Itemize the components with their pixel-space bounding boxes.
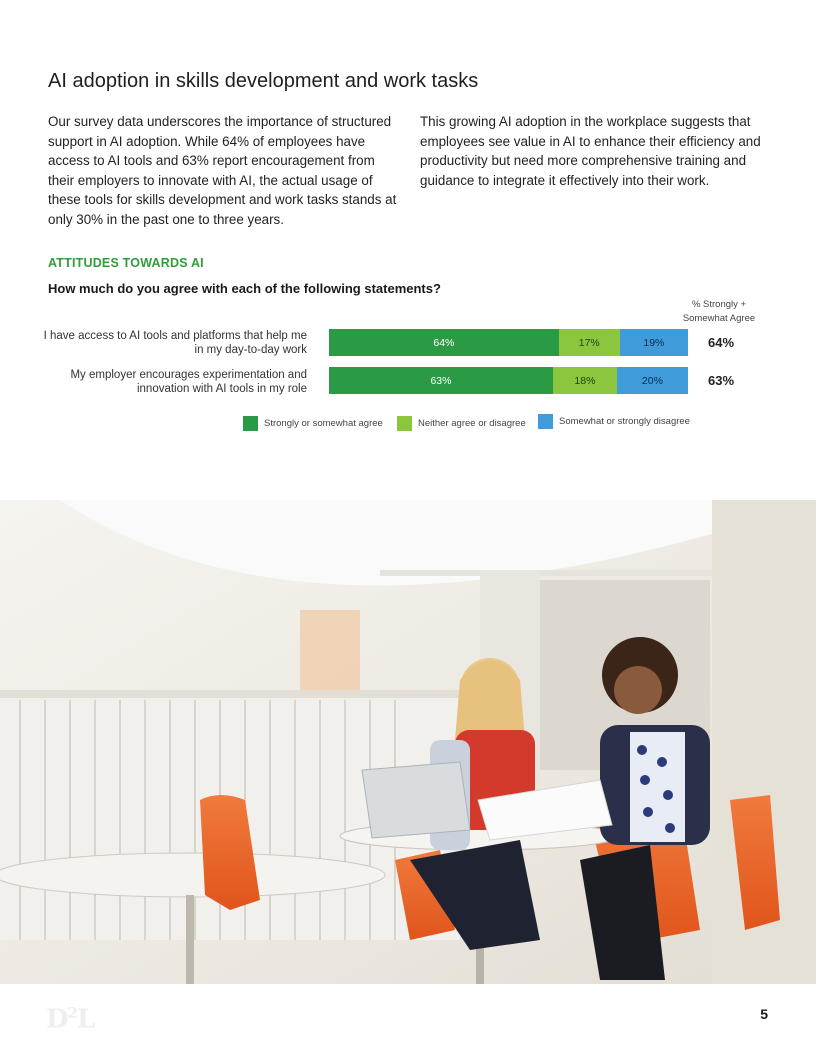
legend-item-neither [397,416,526,431]
category-label: My employer encourages experimentation and innovation with AI tools in my role [70,369,307,395]
office-photo [0,500,816,984]
total-column-header: % Strongly + Somewhat Agree [682,299,756,324]
intro-paragraph-left: Our survey data underscores the importance of structured support in AI adoption. While 64% of employees have access to AI tools and 63% report encouragement from their employers to innovate with AI, the actual usage of these tools for skills development and work tasks stands at only 30% in the past one to three years. [48,114,397,227]
chart-section-label: ATTITUDES TOWARDS AI [48,256,204,270]
category-label: I have access to AI tools and platforms that help me in my day-to-day work [43,330,307,356]
legend-label: Somewhat or strongly disagree [559,416,690,427]
bar-segment-agree: 64% [329,329,559,356]
bar-segment-agree: 63% [329,367,553,394]
bar-segment-disagree: 19% [620,329,688,356]
legend-swatch [538,414,553,429]
intro-paragraph-right: This growing AI adoption in the workplace suggests that employees see value in AI to enhance their efficiency and productivity but need more comprehensive training and guidance to integrate it effectively into their work. [420,114,761,188]
chart-title: How much do you agree with each of the following statements? [48,281,441,296]
legend-swatch [243,416,258,431]
bar-segment-neither: 18% [553,367,617,394]
bar-segment-disagree: 20% [617,367,688,394]
stacked-bar-row [329,329,688,356]
row-total-value: 64% [707,335,735,350]
bar-segment-neither: 17% [559,329,620,356]
legend-label: Strongly or somewhat agree [264,418,383,429]
page-number: 5 [760,1006,768,1022]
legend-item-disagree [538,414,690,429]
brand-logo: $D^2L$ [46,1004,95,1035]
stacked-bar-row [329,367,688,394]
legend-label: Neither agree or disagree [418,418,526,429]
legend-item-agree [243,416,383,431]
row-total-value: 63% [707,373,735,388]
page-heading: AI adoption in skills development and work tasks [48,70,479,92]
legend-swatch [397,416,412,431]
